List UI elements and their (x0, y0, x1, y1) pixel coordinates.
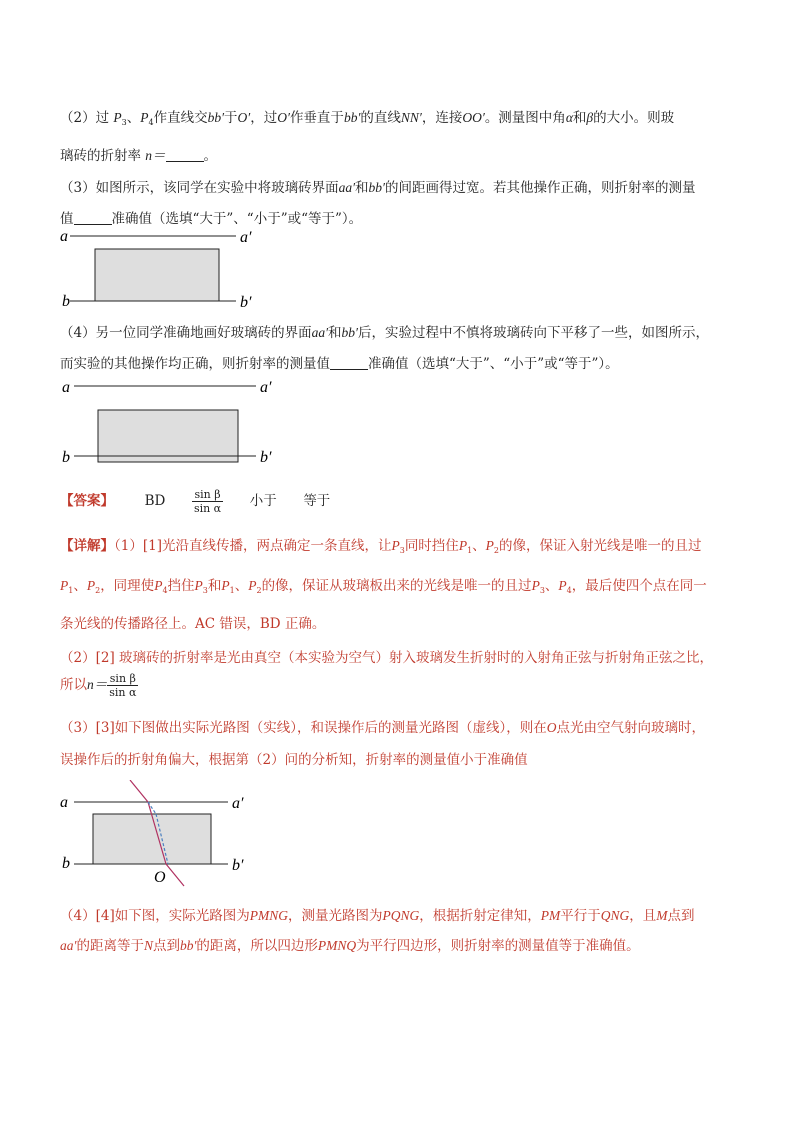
detail-line5: 所以n＝ $\frac{\text{sin β}}{\text{sin α}}$ (60, 672, 137, 699)
q2-line2: 璃砖的折射率 n＝ 。 (60, 148, 218, 164)
label-a-prime: a′ (260, 379, 272, 396)
answer-fraction: $\frac{\text{sin β}}{\text{sin α}}$ (193, 488, 222, 515)
label-O: O (154, 869, 166, 886)
diagram-detail-3 (58, 780, 268, 890)
detail-line8: （4）[4]如下图，实际光路图为PMNG，测量光路图为PQNG，根据折射定律知，PM平行于QNG，且M点到 (60, 908, 695, 924)
label-b-prime: b′ (260, 449, 272, 466)
detail-fraction: $\frac{\text{sin β}}{\text{sin α}}$ (109, 672, 137, 699)
detail-line9: aa′的距离等于N点到bb′的距离，所以四边形PMNQ为平行四边形，则折射率的测量值等于准确值。 (60, 938, 640, 954)
detail-line6: （3）[3]如下图做出实际光路图（实线），和误操作后的测量光路图（虚线），则在O点光由空气射向玻璃时， (60, 720, 705, 736)
glass-block (93, 814, 211, 864)
diagram-q4 (58, 372, 298, 472)
label-a: a (60, 228, 68, 245)
q3-line2: 值 准确值（选填“大于”、“小于”或“等于”）。 (60, 211, 363, 227)
q4-line2: 而实验的其他操作均正确，则折射率的测量值 准确值（选填“大于”、“小于”或“等于”）。 (60, 356, 619, 372)
answer-blank-4[interactable] (330, 357, 368, 370)
detail-line2: $P_1$、$P_2$，同理使$P_4$挡住$P_3$和$P_1$、$P_2$的像，保证从玻璃板出来的光线是唯一的且过$P_3$、$P_4$，最后使四个点在同一 (60, 578, 707, 595)
incident-ray (130, 780, 148, 802)
detail-line7: 误操作后的折射角偏大，根据第（2）问的分析知，折射率的测量值小于准确值 (60, 752, 528, 768)
q3-line1: （3）如图所示，该同学在实验中将玻璃砖界面aa′和bb′的间距画得过宽。若其他操作正确，则折射率的测量 (60, 180, 696, 196)
detail-line4: （2）[2] 玻璃砖的折射率是光由真空（本实验为空气）射入玻璃发生折射时的入射角正弦与折射角正弦之比， (60, 650, 714, 666)
answer-row: 【答案】 BD $\frac{\text{sin β}}{\text{sin α}}$ 小于 等于 (60, 488, 331, 515)
label-a: a (62, 379, 70, 396)
detail-line3: 条光线的传播路径上。AC 错误，BD 正确。 (60, 616, 326, 632)
label-a-prime: a′ (240, 229, 252, 246)
diagram-q3 (58, 226, 278, 312)
label-a-prime: a′ (232, 795, 244, 812)
emergent-ray (166, 864, 184, 886)
glass-block (95, 249, 219, 301)
label-b-prime: b′ (240, 294, 252, 311)
label-b: b (62, 855, 70, 872)
q2-line1: （2）过 $P_3$、$P_4$作直线交bb′于O′，过O′作垂直于bb′的直线NN′，连接OO′。测量图中角α和β的大小。则玻 (60, 110, 675, 127)
label-b: b (62, 293, 70, 310)
answer-blank-3[interactable] (74, 212, 112, 225)
q4-line1: （4）另一位同学准确地画好玻璃砖的界面aa′和bb′后，实验过程中不慎将玻璃砖向下平移了一些，如图所示， (60, 325, 709, 341)
label-a: a (60, 794, 68, 811)
glass-block (98, 410, 238, 462)
label-b: b (62, 449, 70, 466)
label-b-prime: b′ (232, 857, 244, 874)
detail-line1: 【详解】（1）[1]光沿直线传播，两点确定一条直线，让$P_3$同时挡住$P_1$、$P_2$的像，保证入射光线是唯一的且过 (60, 538, 702, 555)
answer-blank-2[interactable] (166, 149, 204, 162)
